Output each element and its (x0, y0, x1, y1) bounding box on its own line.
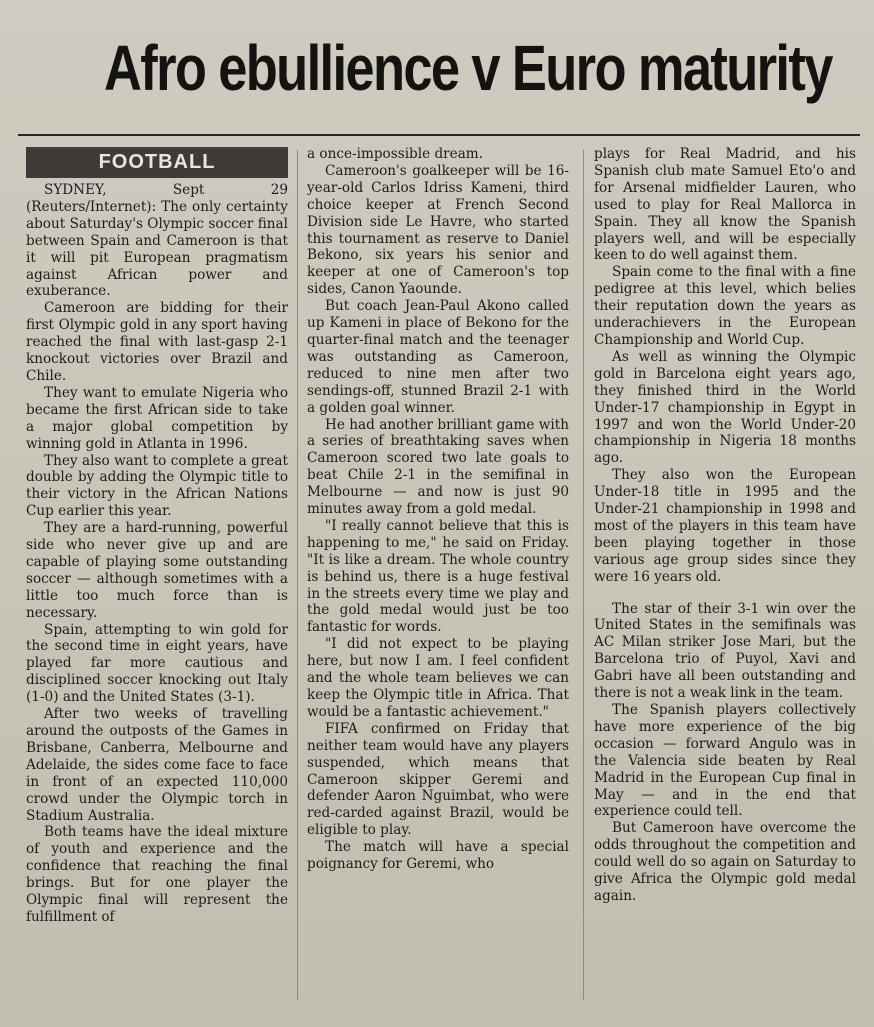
paragraph: They are a hard-running, powerful side who never give up and are capable of playing some outstanding soccer — although sometimes with a little too much force than is necessary. (26, 520, 288, 621)
paragraph: SYDNEY, Sept 29 (Reuters/Internet): The only certainty about Saturday's Olympic soccer final between Spain and Cameroon is that it will pit European pragmatism against African power and exuberance. (26, 182, 288, 300)
article-column-2 (307, 146, 569, 873)
paragraph: They also won the European Under-18 title in 1995 and the Under-21 championship in 1998 and most of the players in this team have been playing together in those various age group sides since they were 16 years old. (594, 467, 856, 585)
paragraph: But coach Jean-Paul Akono called up Kameni in place of Bekono for the quarter-final match and the teenager was outstanding as Cameroon, reduced to nine men after two sendings-off, stunned Brazil 2-1 with a golden goal winner. (307, 298, 569, 416)
paragraph: FIFA confirmed on Friday that neither team would have any players suspended, which means that Cameroon skipper Geremi and defender Aaron Nguimbat, who were red-carded against Brazil, would be eligible to play. (307, 720, 569, 839)
column-divider (297, 150, 298, 1000)
paragraph: plays for Real Madrid, and his Spanish club mate Samuel Eto'o and for Arsenal midfielder Lauren, who used to play for Real Mallorca in Spain. They all know the Spanish players well, and will be especially keen to do well against them. (594, 146, 856, 264)
paragraph: But Cameroon have overcome the odds throughout the competition and could well do so again on Saturday to give Africa the Olympic gold medal again. (594, 820, 856, 904)
paragraph: Cameroon are bidding for their first Olympic gold in any sport having reached the final with last-gasp 2-1 knockout victories over Brazil and Chile. (26, 300, 288, 384)
paragraph: Cameroon's goalkeeper will be 16-year-old Carlos Idriss Kameni, third choice keeper at French Second Division side Le Havre, who started this tournament as reserve to Daniel Bekono, six years his senior and keeper at one of Cameroon's top sides, Canon Yaounde. (307, 162, 569, 298)
paragraph: As well as winning the Olympic gold in Barcelona eight years ago, they finished third in the World Under-17 championship in Egypt in 1997 and won the World Under-20 championship in Nigeria 18 months ago. (594, 348, 856, 467)
headline-rule (18, 134, 860, 136)
paragraph: He had another brilliant game with a series of breathtaking saves when Cameroon scored two late goals to beat Chile 2-1 in the semifinal in Melbourne — and now is just 90 minutes away from a gold medal. (307, 416, 569, 518)
paragraph: Both teams have the ideal mixture of youth and experience and the confidence that reaching the final brings. But for one player the Olympic final will represent the fulfillment of (26, 824, 288, 925)
article-column-3 (594, 146, 856, 905)
paragraph: The Spanish players collectively have more experience of the big occasion — forward Angulo was in the Valencia side beaten by Real Madrid in the European Cup final in May — and in the end that experience could tell. (594, 702, 856, 820)
paragraph: After two weeks of travelling around the outposts of the Games in Brisbane, Canberra, Melbourne and Adelaide, the sides come face to face in front of an expected 110,000 crowd under the Olympic torch in Stadium Australia. (26, 706, 288, 824)
section-label: FOOTBALL (26, 147, 288, 178)
paragraph: a once-impossible dream. (307, 146, 484, 162)
paragraph: The star of their 3-1 win over the United States in the semifinals was AC Milan striker Jose Mari, but the Barcelona trio of Puyol, Xavi and Gabri have all been outstanding and there is not a weak link in the team. (594, 600, 856, 702)
paragraph: They also want to complete a great double by adding the Olympic title to their victory in the African Nations Cup earlier this year. (26, 452, 288, 520)
headline: Afro ebullience v Euro maturity (103, 32, 832, 104)
column-divider (583, 150, 584, 1000)
article-column-1 (26, 182, 288, 926)
paragraph: "I did not expect to be playing here, but now I am. I feel confident and the whole team believes we can keep the Olympic title in Africa. That would be a fantastic achievement." (307, 636, 569, 720)
paragraph: They want to emulate Nigeria who became the first African side to take a major global competition by winning gold in Atlanta in 1996. (26, 384, 288, 452)
paragraph: "I really cannot believe that this is happening to me," he said on Friday. "It is like a dream. The whole country is behind us, there is a huge festival in the streets every time we play and the gold medal would just be too fantastic for words. (307, 517, 569, 636)
paragraph: The match will have a special poignancy for Geremi, who (307, 839, 569, 873)
paragraph: Spain, attempting to win gold for the second time in eight years, have played far more cautious and disciplined soccer knocking out Italy (1-0) and the United States (3-1). (26, 621, 288, 706)
paragraph: Spain come to the final with a fine pedigree at this level, which belies their reputation down the years as underachievers in the European Championship and World Cup. (594, 264, 856, 348)
